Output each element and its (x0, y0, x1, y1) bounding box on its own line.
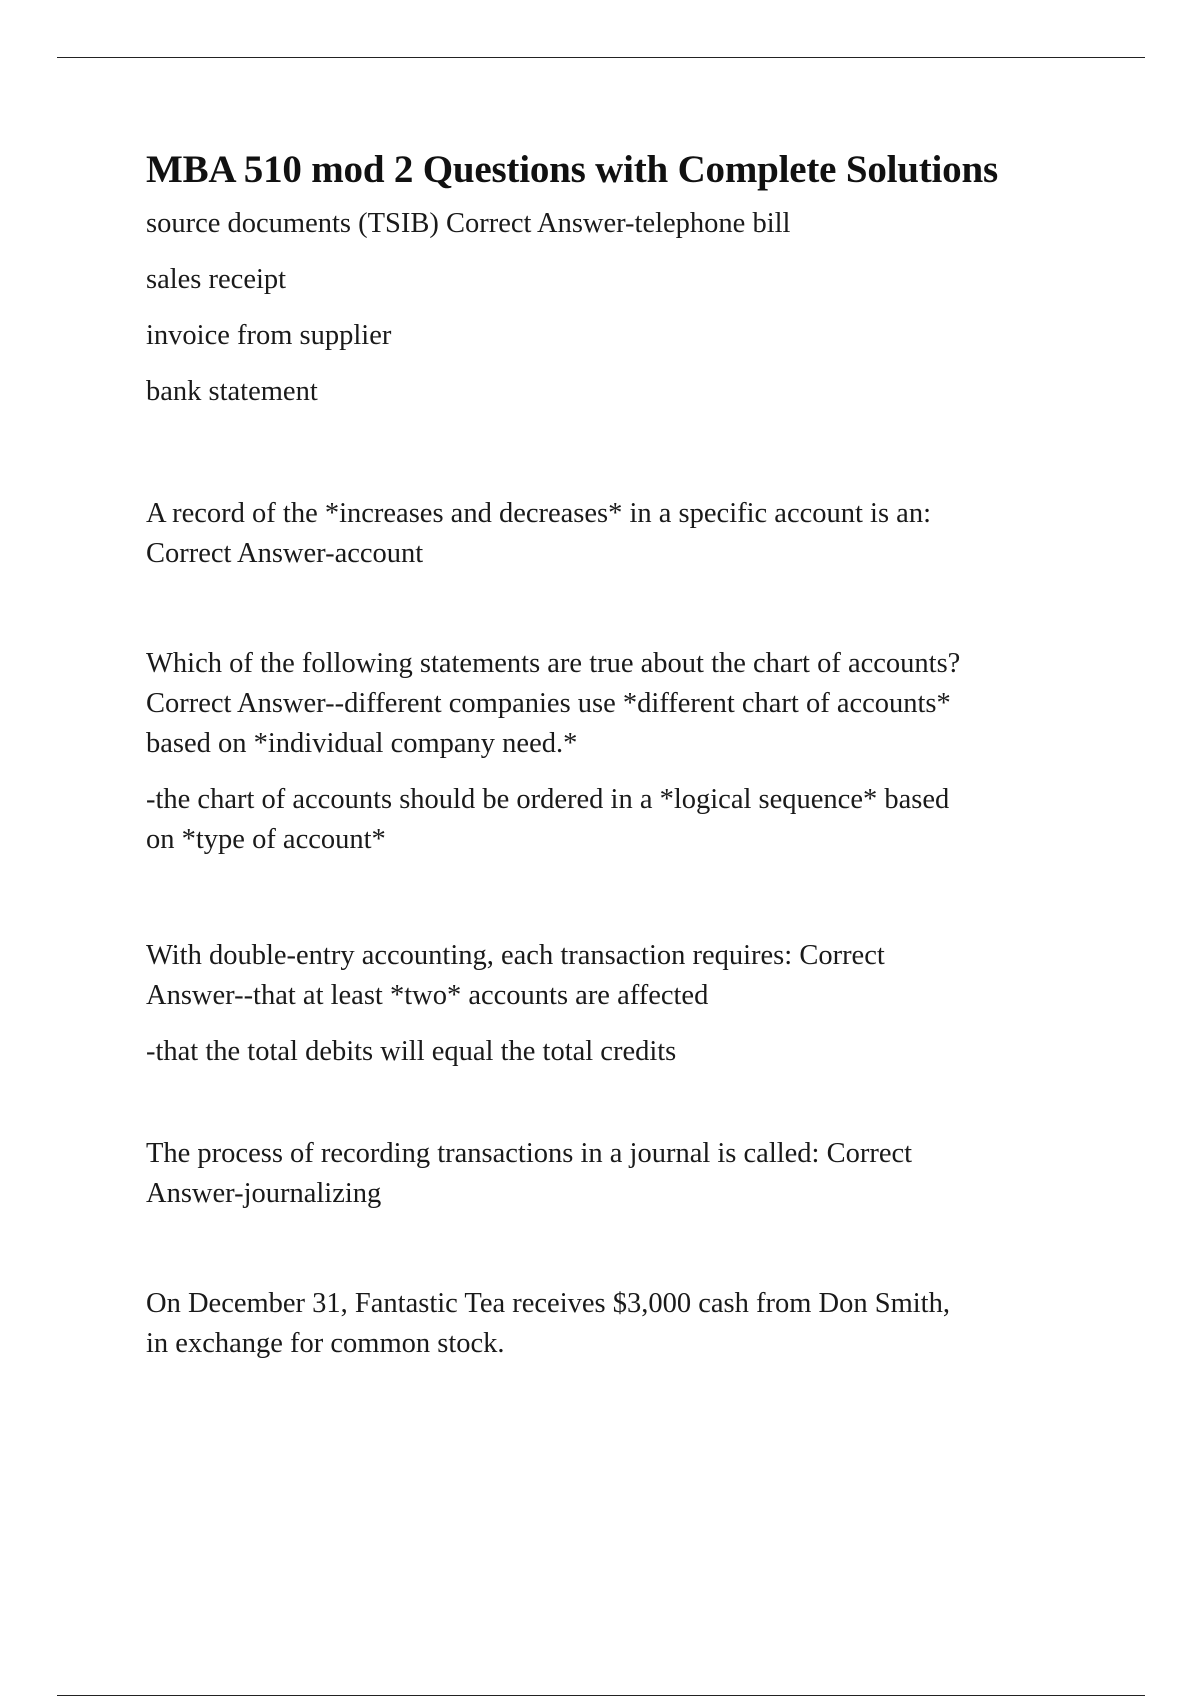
qa-answer-line: -that the total debits will equal the total credits (146, 1036, 677, 1067)
qa-answer-line-part: on *type of account* (146, 824, 386, 855)
qa-answer-line: bank statement (146, 376, 318, 407)
qa-line: Correct Answer--different companies use *different chart of accounts* (146, 688, 951, 719)
qa-block-6 (146, 1284, 1086, 1364)
qa-line: Correct Answer-account (146, 538, 424, 569)
qa-line: A record of the *increases and decreases* in a specific account is an: (146, 498, 931, 529)
qa-line: The process of recording transactions in a journal is called: Correct (146, 1138, 913, 1169)
qa-answer-line-part: -the chart of accounts should be ordered in a *logical sequence* based (146, 784, 950, 815)
qa-block-1 (146, 204, 1086, 412)
page-title: MBA 510 mod 2 Questions with Complete Solutions (146, 148, 998, 191)
qa-line: Which of the following statements are true about the chart of accounts? (146, 648, 961, 679)
qa-line: source documents (TSIB) Correct Answer-telephone bill (146, 208, 791, 239)
qa-answer-line: invoice from supplier (146, 320, 392, 351)
qa-line: With double-entry accounting, each transaction requires: Correct (146, 940, 885, 971)
bottom-rule (57, 1695, 1145, 1696)
qa-block-4 (146, 936, 1086, 1072)
qa-line: Answer--that at least *two* accounts are affected (146, 980, 709, 1011)
qa-line: On December 31, Fantastic Tea receives $3,000 cash from Don Smith, (146, 1288, 950, 1319)
document-body (146, 144, 1086, 1359)
qa-answer-line: sales receipt (146, 264, 287, 295)
qa-block-3 (146, 644, 1086, 860)
qa-line: in exchange for common stock. (146, 1328, 505, 1359)
qa-line: Answer-journalizing (146, 1178, 382, 1209)
qa-block-5 (146, 1134, 1086, 1214)
top-rule (57, 57, 1145, 58)
qa-answer-line (146, 780, 1086, 860)
qa-block-2 (146, 494, 1086, 574)
qa-line: based on *individual company need.* (146, 728, 578, 759)
